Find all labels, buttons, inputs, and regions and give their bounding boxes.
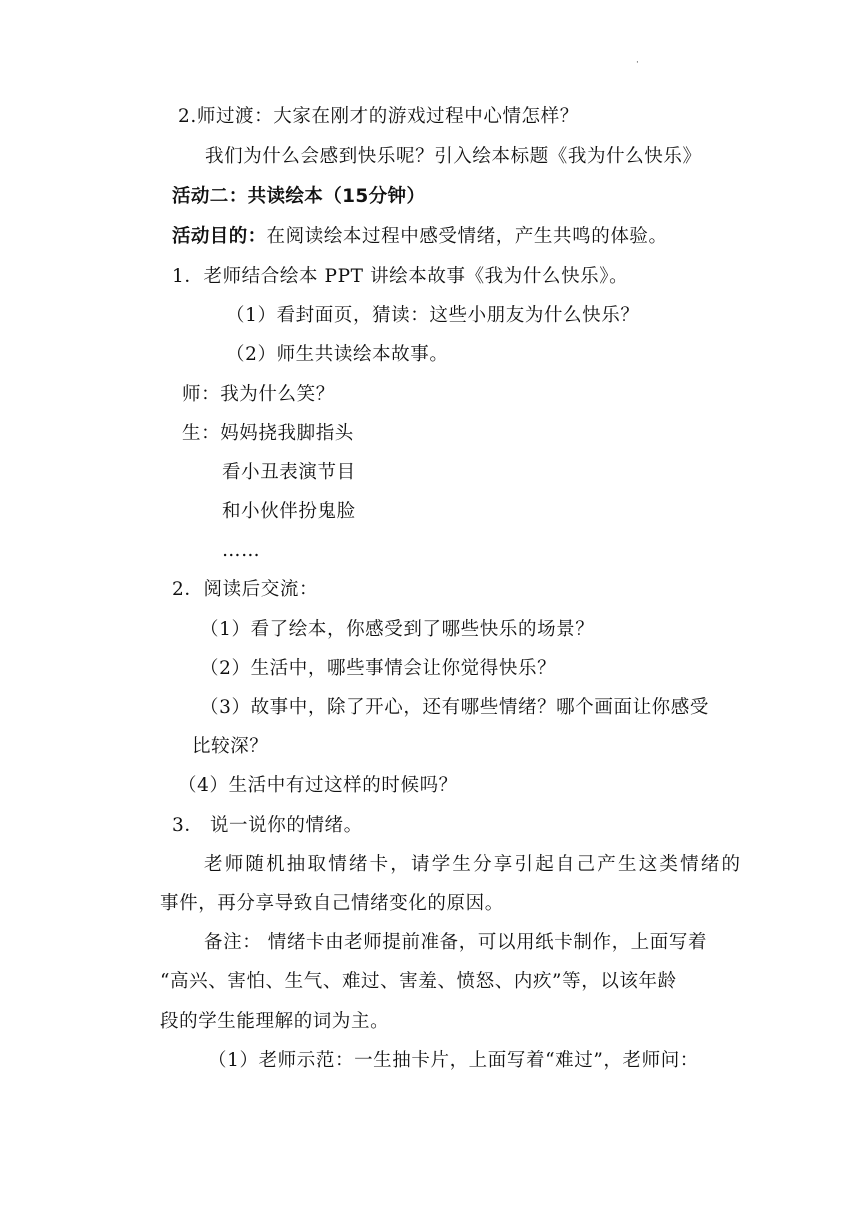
purpose-line [172, 224, 668, 250]
paragraph-line: 事件，再分享导致自己情绪变化的原因。 [160, 893, 504, 914]
dialogue-line: 师：我为什么笑？ [182, 384, 335, 405]
paragraph-line: （1）看封面页，猜读：这些小朋友为什么快乐？ [226, 305, 640, 326]
paragraph-line: 2．阅读后交流： [172, 579, 319, 600]
ellipsis-line: …… [222, 540, 261, 561]
paragraph-line: 1．老师结合绘本 PPT 讲绘本故事《我为什么快乐》。 [172, 266, 629, 287]
note-line: 备注： 情绪卡由老师提前准备，可以用纸卡制作，上面写着 [204, 932, 708, 953]
section-heading: 活动二：共读绘本（15分钟） [172, 186, 426, 207]
dialogue-line: 看小丑表演节目 [222, 462, 356, 483]
paragraph-line: 老师随机抽取情绪卡，请学生分享引起自己产生这类情绪的 [204, 854, 743, 875]
dialogue-line: 和小伙伴扮鬼脸 [222, 501, 356, 522]
paragraph-line: 3． 说一说你的情绪。 [172, 815, 363, 836]
page-mark: · [636, 58, 639, 68]
question-line: （2）生活中，哪些事情会让你觉得快乐？ [200, 658, 557, 679]
question-line: （4）生活中有过这样的时候吗？ [178, 775, 458, 796]
question-line: （3）故事中，除了开心，还有哪些情绪？哪个画面让你感受 [200, 697, 709, 718]
purpose-label: 活动目的： [172, 226, 267, 247]
question-line: 比较深？ [192, 736, 269, 757]
question-line: （1）看了绘本，你感受到了哪些快乐的场景？ [200, 619, 595, 640]
paragraph-line: 我们为什么会感到快乐呢？引入绘本标题《我为什么快乐》 [205, 146, 702, 167]
dialogue-line: 生：妈妈挠我脚指头 [182, 423, 354, 444]
paragraph-line: 2.师过渡：大家在刚才的游戏过程中心情怎样？ [178, 106, 579, 127]
paragraph-line: （1）老师示范：一生抽卡片，上面写着“难过”，老师问： [208, 1050, 699, 1071]
purpose-text: 在阅读绘本过程中感受情绪，产生共鸣的体验。 [266, 226, 668, 247]
note-line: 段的学生能理解的词为主。 [160, 1011, 390, 1032]
note-line: “高兴、害怕、生气、难过、害羞、愤怒、内疚”等，以该年龄 [160, 971, 677, 992]
paragraph-line: （2）师生共读绘本故事。 [226, 344, 449, 365]
